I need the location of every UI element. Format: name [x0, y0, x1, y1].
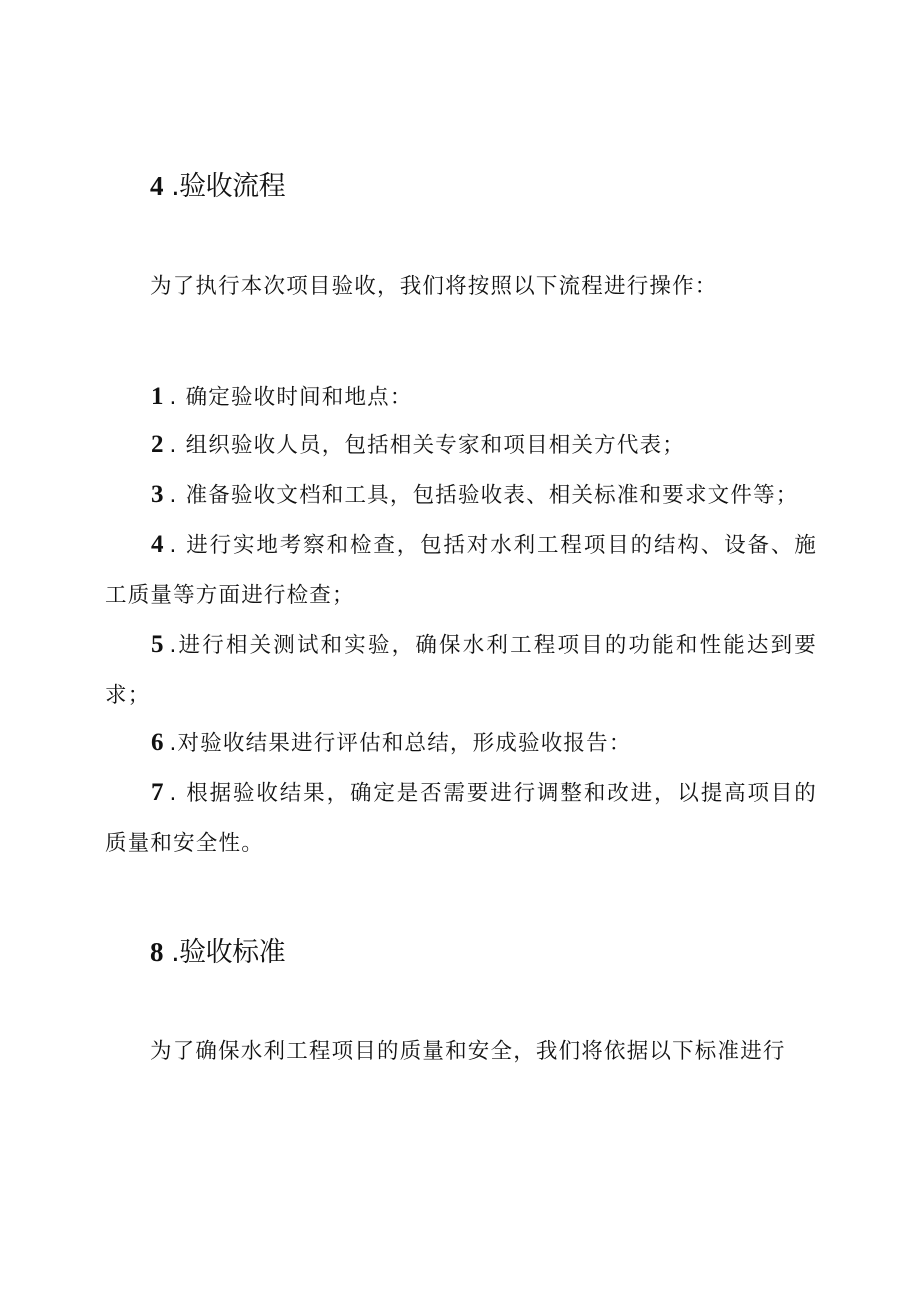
step-text: . 进行实地考察和检查，包括对水利工程项目的结构、设备、施工质量等方面进行检查；	[105, 533, 817, 608]
step-text: . 准备验收文档和工具，包括验收表、相关标准和要求文件等；	[169, 483, 799, 508]
step-text: .进行相关测试和实验，确保水利工程项目的功能和性能达到要求；	[105, 633, 817, 708]
heading-title: .验收流程	[171, 171, 286, 202]
step-number: 2	[151, 431, 164, 458]
step-number: 3	[151, 481, 164, 508]
step-item	[105, 718, 817, 769]
step-text: . 确定验收时间和地点：	[169, 385, 413, 410]
step-number: 5	[151, 631, 164, 658]
section-8-heading	[150, 934, 285, 971]
step-item	[105, 520, 817, 621]
heading-number: 8	[150, 937, 163, 967]
step-item	[105, 620, 817, 721]
heading-title: .验收标准	[171, 937, 286, 968]
step-number: 7	[151, 779, 164, 806]
step-item	[105, 470, 817, 521]
step-item	[105, 768, 817, 869]
step-number: 4	[151, 531, 164, 558]
step-text: .对验收结果进行评估和总结，形成验收报告：	[169, 731, 632, 756]
section-4-heading	[150, 168, 285, 205]
step-number: 1	[151, 383, 164, 410]
step-number: 6	[151, 729, 164, 756]
section-4-intro: 为了执行本次项目验收，我们将按照以下流程进行操作：	[150, 274, 718, 299]
step-item	[105, 420, 817, 471]
step-item	[105, 372, 817, 423]
section-8-intro: 为了确保水利工程项目的质量和安全，我们将依据以下标准进行	[150, 1039, 786, 1064]
heading-number: 4	[150, 171, 163, 201]
step-text: . 根据验收结果，确定是否需要进行调整和改进，以提高项目的质量和安全性。	[105, 781, 817, 856]
step-text: . 组织验收人员，包括相关专家和项目相关方代表；	[169, 433, 685, 458]
